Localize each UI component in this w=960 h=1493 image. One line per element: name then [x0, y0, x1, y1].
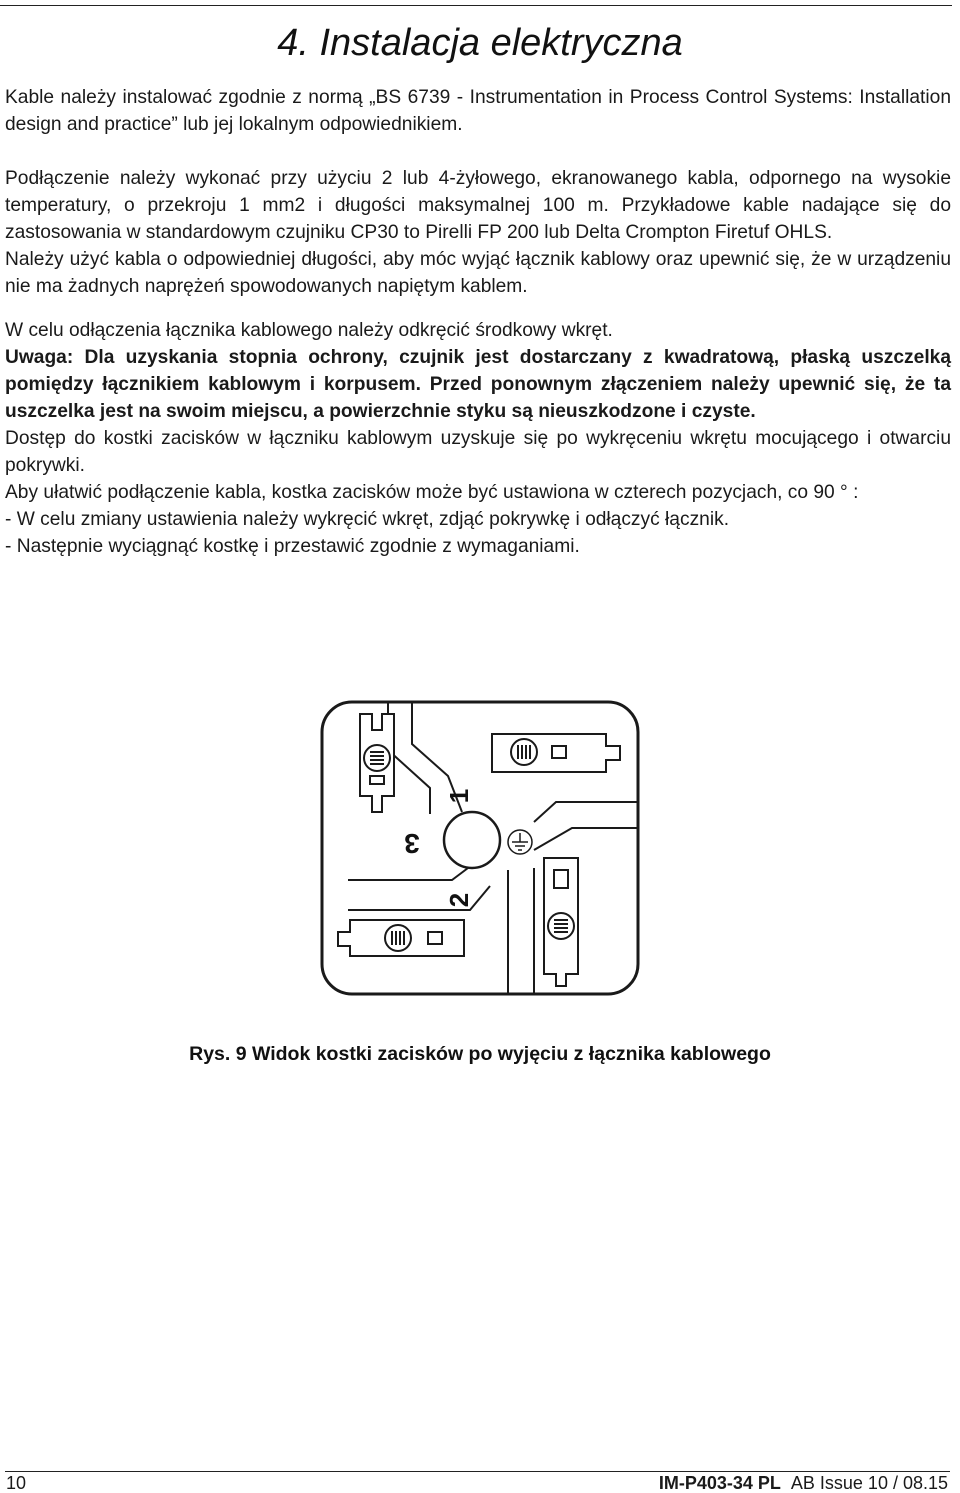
footer-doc-info [659, 1473, 948, 1493]
top-rule [0, 5, 952, 6]
central-screw-hole [444, 812, 500, 868]
paragraph-cable-length: Należy użyć kabla o odpowiedniej długości, aby móc wyjąć łącznik kablowy oraz upewnić się, że w urządzeniu nie ma żadnych naprężeń spowodowanych napiętym kablem. [5, 249, 951, 297]
terminal-clamp-left [338, 920, 464, 956]
terminal-number-2: 2 [444, 892, 474, 908]
terminal-clamp-right [492, 734, 620, 772]
issue-info: AB Issue 10 / 08.15 [790, 1473, 948, 1493]
paragraph-cable-spec: Podłączenie należy wykonać przy użyciu 2 lub 4-żyłowego, ekranowanego kabla, odpornego na wysokie temperatury, o przekroju 1 mm2 i długości maksymalnej 100 m. Przykładowe kable nadające się do zastosowania w standardowym czujniku CP30 to Pirelli FP 200 lub Delta Crompton Firetuf OHLS. [5, 168, 951, 243]
step-change-position: - W celu zmiany ustawienia należy wykręcić wkręt, zdjąć pokrywkę i odłączyć łącznik. [5, 509, 730, 530]
footer-rule [5, 1471, 950, 1472]
paragraph-terminal-access: Dostęp do kostki zacisków w łączniku kablowym uzyskuje się po wykręceniu wkrętu mocującego i otwarciu pokrywki. [5, 428, 951, 476]
figure-caption: Rys. 9 Widok kostki zacisków po wyjęciu z łącznika kablowego [189, 1043, 771, 1065]
page-number: 10 [6, 1473, 27, 1493]
terminal-clamp-bottom [544, 858, 578, 986]
paragraph-disconnect: W celu odłączenia łącznika kablowego należy odkręcić środkowy wkręt. [5, 320, 613, 341]
paragraph-warning: Uwaga: Dla uzyskania stopnia ochrony, czujnik jest dostarczany z kwadratową, płaską uszczelką pomiędzy łącznikiem kablowym i korpusem. Przed ponownym złączeniem należy upewnić się, że ta uszczelka jest na swoim miejscu, a powierzchnie styku są nieuszkodzone i czyste. [5, 347, 951, 422]
body-text [5, 84, 951, 560]
document-id: IM-P403-34 PL [658, 1473, 781, 1493]
paragraph-standard: Kable należy instalować zgodnie z normą „BS 6739 - Instrumentation in Process Control Systems: Installation design and practice” lub jej lokalnym odpowiednikiem. [5, 87, 951, 135]
terminal-number-3: 3 [404, 828, 420, 859]
terminal-block-diagram [320, 700, 640, 996]
step-reposition: - Następnie wyciągnąć kostkę i przestawić zgodnie z wymaganiami. [5, 536, 580, 557]
terminal-number-1: 1 [444, 788, 474, 804]
terminal-block-figure [320, 700, 640, 996]
page-title: 4. Instalacja elektryczna [277, 22, 683, 64]
paragraph-positions: Aby ułatwić podłączenie kabla, kostka zacisków może być ustawiona w czterech pozycjach, co 90 ° : [5, 482, 859, 503]
